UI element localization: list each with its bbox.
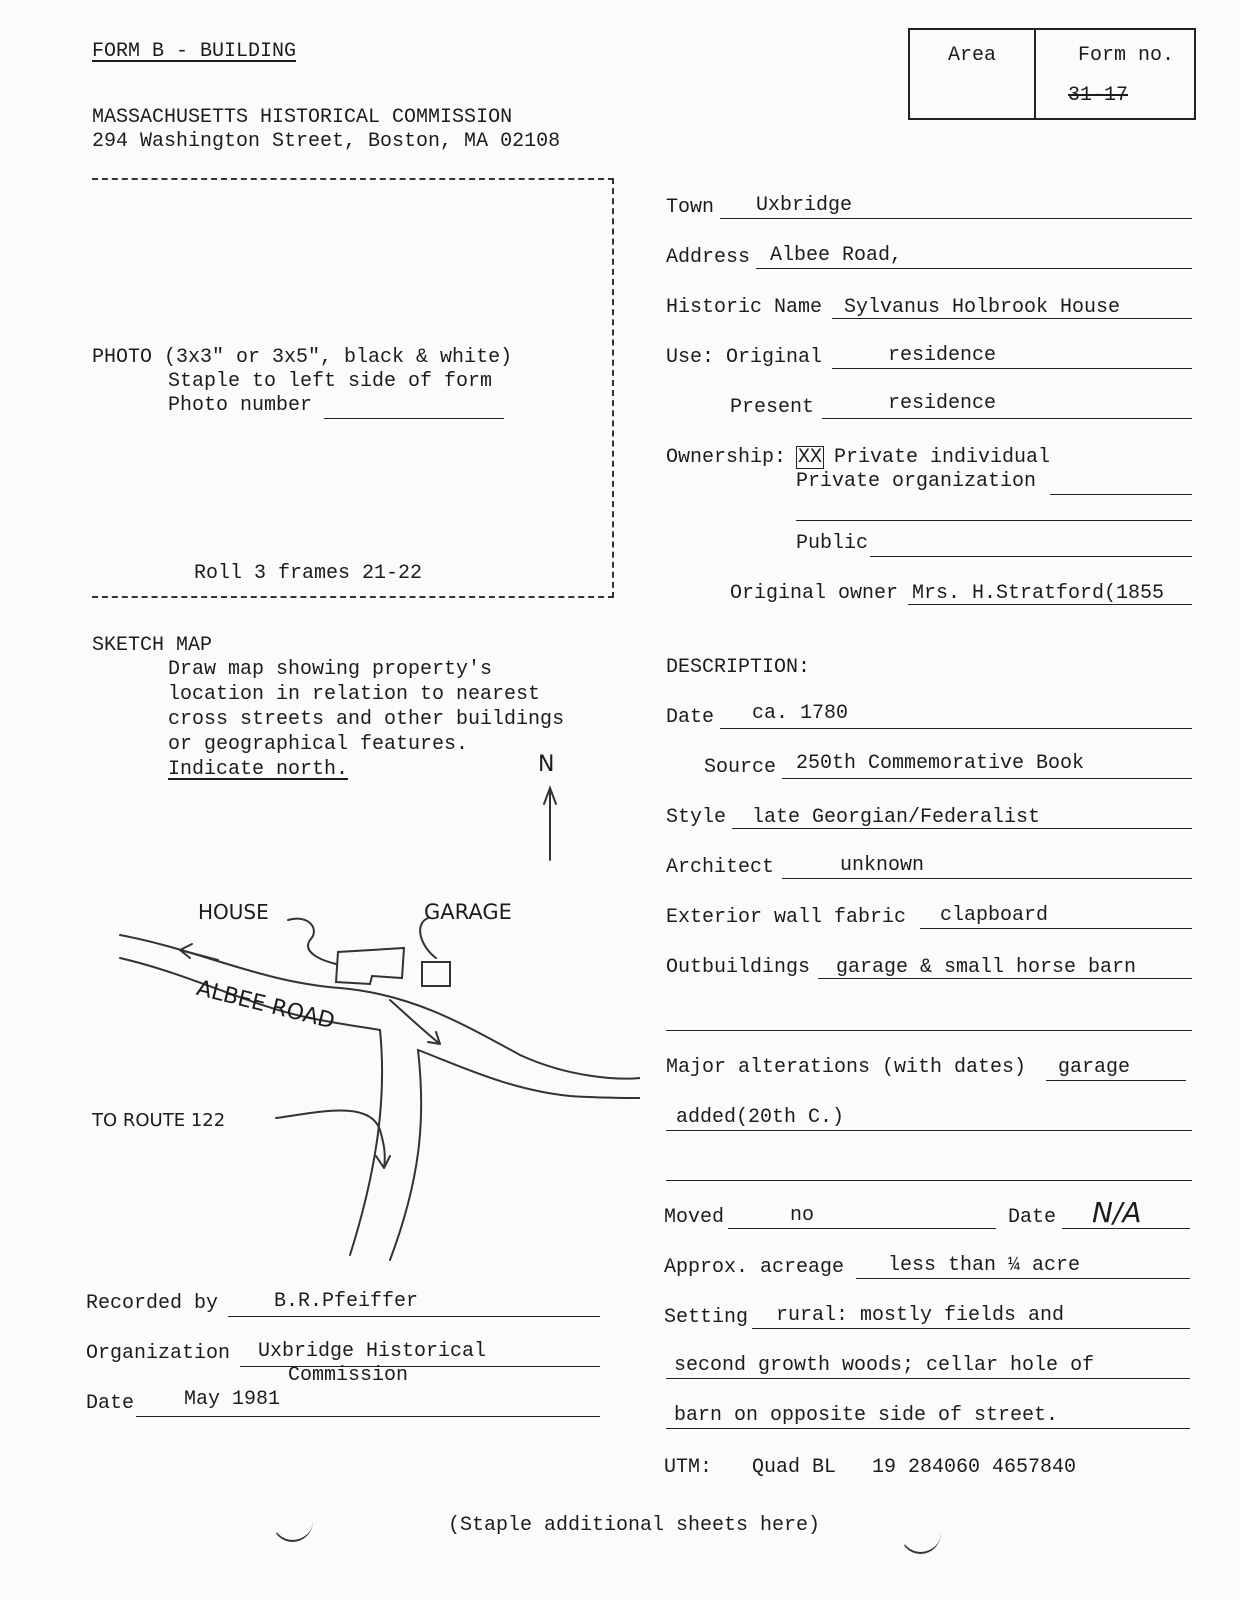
road-arrow-west-icon	[180, 944, 218, 960]
form-no-label: Form no.	[1078, 44, 1175, 67]
moved-value: no	[790, 1204, 815, 1227]
road-upper-edge	[120, 935, 640, 1079]
alterations-line-1	[1046, 1080, 1186, 1081]
ownership-private-individual: Private individual	[834, 446, 1051, 469]
moved-label: Moved	[664, 1206, 725, 1229]
north-arrow-icon	[544, 788, 556, 860]
historic-name-value: Sylvanus Holbrook House	[844, 296, 1121, 319]
sketch-instruction-4: or geographical features.	[168, 733, 469, 756]
house-leader	[288, 919, 336, 964]
utm-value: Quad BL 19 284060 4657840	[752, 1456, 1077, 1479]
alterations-value-2: added(20th C.)	[676, 1106, 845, 1129]
staple-note: (Staple additional sheets here)	[448, 1514, 821, 1537]
original-owner-value: Mrs. H.Stratford(1855	[912, 582, 1165, 605]
setting-value-3: barn on opposite side of street.	[674, 1404, 1059, 1427]
architect-value: unknown	[840, 854, 925, 877]
use-original-line	[832, 368, 1192, 369]
area-form-box	[908, 28, 1196, 120]
source-label: Source	[704, 756, 777, 779]
box-divider	[1034, 30, 1036, 118]
style-label: Style	[666, 806, 727, 829]
style-value: late Georgian/Federalist	[752, 806, 1041, 829]
ownership-extra-line	[796, 520, 1192, 521]
commission-address: 294 Washington Street, Boston, MA 02108	[92, 130, 561, 153]
sketch-instruction-3: cross streets and other buildings	[168, 708, 565, 731]
date-label: Date	[666, 706, 715, 729]
source-line	[782, 778, 1192, 779]
public-line	[870, 556, 1192, 557]
alterations-label: Major alterations (with dates)	[666, 1056, 1027, 1079]
recorded-by-value: B.R.Pfeiffer	[274, 1290, 419, 1313]
recorded-by-label: Recorded by	[86, 1292, 219, 1315]
recorded-date-line	[136, 1416, 600, 1417]
address-label: Address	[666, 246, 751, 269]
use-present-line	[822, 418, 1192, 419]
alterations-line-2	[666, 1130, 1192, 1131]
road-label: ALBEE ROAD	[193, 976, 338, 1035]
photo-instructions-1: PHOTO (3x3" or 3x5", black & white)	[92, 346, 513, 369]
source-value: 250th Commemorative Book	[796, 752, 1085, 775]
outbuildings-extra-line	[666, 1030, 1192, 1031]
setting-line-3	[666, 1428, 1190, 1429]
acreage-line	[856, 1278, 1190, 1279]
recorded-date-label: Date	[86, 1392, 135, 1415]
ownership-private-org: Private organization	[796, 470, 1037, 493]
photo-instructions-2: Staple to left side of form	[168, 370, 493, 393]
acreage-value: less than ¼ acre	[888, 1254, 1081, 1277]
date-value: ca. 1780	[752, 702, 849, 725]
alterations-line-3	[666, 1180, 1192, 1181]
house-label: HOUSE	[198, 900, 269, 924]
form-no-value: 31-17	[1068, 84, 1129, 107]
architect-label: Architect	[666, 856, 775, 879]
route-label: TO ROUTE 122	[92, 1110, 226, 1131]
moved-line	[728, 1228, 996, 1229]
house-outline	[336, 948, 404, 984]
sketch-map-heading: SKETCH MAP	[92, 634, 213, 657]
recorded-date-value: May 1981	[184, 1388, 281, 1411]
setting-value-2: second growth woods; cellar hole of	[674, 1354, 1095, 1377]
address-value: Albee Road,	[770, 244, 903, 267]
setting-line-2	[666, 1378, 1190, 1379]
photo-roll: Roll 3 frames 21-22	[194, 562, 423, 585]
organization-value-1: Uxbridge Historical	[258, 1340, 487, 1363]
organization-label: Organization	[86, 1342, 231, 1365]
ownership-checkbox[interactable]: XX	[798, 446, 823, 469]
route-leader	[276, 1111, 390, 1169]
road-arrow-east-icon	[390, 1000, 440, 1044]
form-title: FORM B - BUILDING	[92, 40, 297, 63]
town-line	[720, 218, 1192, 219]
use-original-value: residence	[888, 344, 997, 367]
private-org-line	[1050, 494, 1192, 495]
setting-value-1: rural: mostly fields and	[776, 1304, 1065, 1327]
setting-label: Setting	[664, 1306, 749, 1329]
description-heading: DESCRIPTION:	[666, 656, 811, 679]
ownership-label: Ownership:	[666, 446, 787, 469]
sketch-instruction-2: location in relation to nearest	[168, 683, 541, 706]
town-value: Uxbridge	[756, 194, 853, 217]
commission-name: MASSACHUSETTS HISTORICAL COMMISSION	[92, 106, 513, 129]
punch-hole-right	[900, 1512, 941, 1554]
organization-value-2: Commission	[288, 1364, 409, 1387]
exterior-value: clapboard	[940, 904, 1049, 927]
setting-line-1	[752, 1328, 1190, 1329]
garage-outline	[422, 962, 450, 986]
use-present-label: Present	[730, 396, 815, 419]
use-original-label: Use: Original	[666, 346, 823, 369]
north-label: N	[538, 752, 555, 777]
area-label: Area	[948, 44, 997, 67]
photo-number-label: Photo number	[168, 394, 313, 417]
original-owner-label: Original owner	[730, 582, 899, 605]
outbuildings-label: Outbuildings	[666, 956, 811, 979]
use-present-value: residence	[888, 392, 997, 415]
date-line	[720, 728, 1192, 729]
moved-date-label: Date	[1008, 1206, 1057, 1229]
ownership-public: Public	[796, 532, 869, 555]
architect-line	[782, 878, 1192, 879]
town-label: Town	[666, 196, 715, 219]
recorded-by-line	[228, 1316, 600, 1317]
outbuildings-value: garage & small horse barn	[836, 956, 1137, 979]
utm-label: UTM:	[664, 1456, 713, 1479]
alterations-value-1: garage	[1058, 1056, 1131, 1079]
acreage-label: Approx. acreage	[664, 1256, 845, 1279]
sketch-instruction-1: Draw map showing property's	[168, 658, 493, 681]
historic-name-label: Historic Name	[666, 296, 823, 319]
road-lower-edge-right	[418, 1050, 640, 1098]
side-road-left-edge	[350, 1030, 382, 1255]
sketch-map-drawing	[80, 760, 640, 1280]
side-road-right-edge	[390, 1050, 421, 1260]
photo-number-line	[324, 418, 504, 419]
garage-label: GARAGE	[424, 900, 512, 924]
moved-date-value: N/A	[1092, 1196, 1142, 1229]
exterior-line	[920, 928, 1192, 929]
sketch-instruction-north: Indicate north.	[168, 758, 349, 781]
address-line	[756, 268, 1192, 269]
exterior-label: Exterior wall fabric	[666, 906, 907, 929]
punch-hole-left	[272, 1500, 313, 1542]
